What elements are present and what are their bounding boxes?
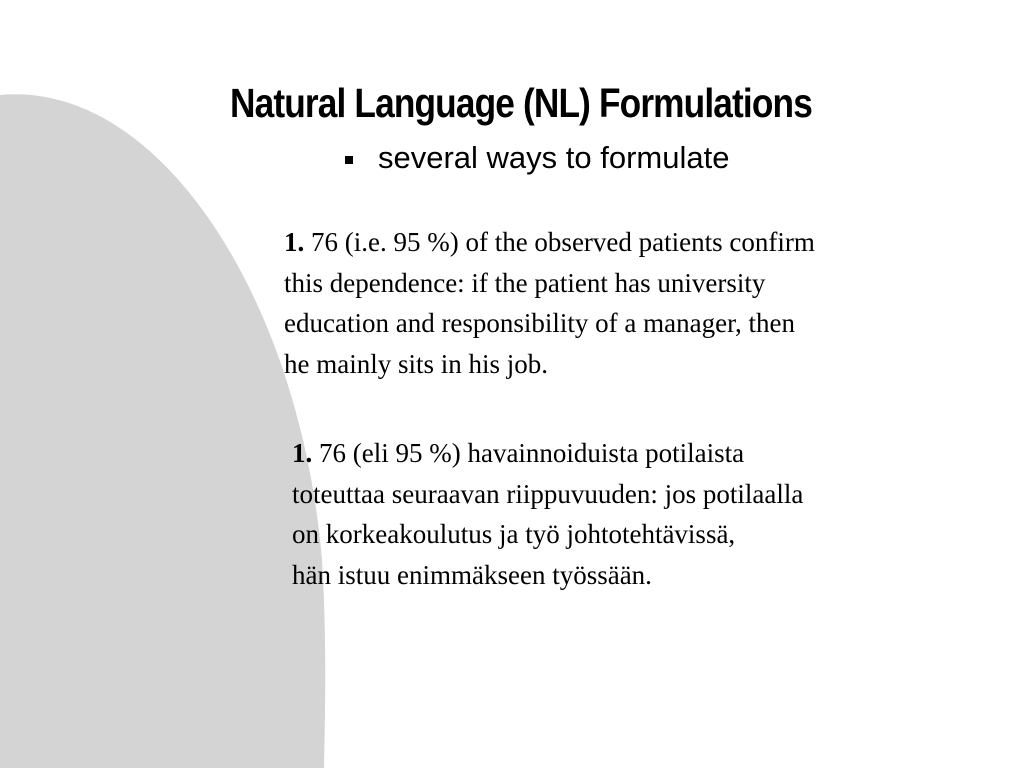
paragraph-line-text: 76 (eli 95 %) havainnoiduista potilaista xyxy=(319,438,745,468)
paragraph-line: toteuttaa seuraavan riippuvuuden: jos potilaalla xyxy=(292,478,804,509)
item-number: 1. xyxy=(292,438,313,468)
paragraph-line: education and responsibility of a manager, then xyxy=(284,308,796,338)
subtitle-bullet-text: several ways to formulate xyxy=(378,140,730,175)
paragraph-line: he mainly sits in his job. xyxy=(284,348,549,379)
item-number: 1. xyxy=(284,227,305,257)
subtitle-bullet-item xyxy=(345,140,729,176)
paragraph-line: this dependence: if the patient has university xyxy=(284,267,766,298)
paragraph-line xyxy=(292,433,803,474)
grey-arc-shape xyxy=(0,94,325,768)
paragraph-line xyxy=(284,222,815,263)
paragraph-line-text: 76 (i.e. 95 %) of the observed patients confirm xyxy=(311,227,815,257)
finnish-formulation-paragraph xyxy=(292,433,803,595)
paragraph-line: hän istuu enimmäkseen työssään. xyxy=(292,559,652,590)
slide-title: Natural Language (NL) Formulations xyxy=(230,80,812,126)
square-bullet-icon xyxy=(345,156,353,164)
paragraph-line: on korkeakoulutus ja työ johtotehtävissä, xyxy=(292,519,736,549)
english-formulation-paragraph xyxy=(284,222,815,384)
